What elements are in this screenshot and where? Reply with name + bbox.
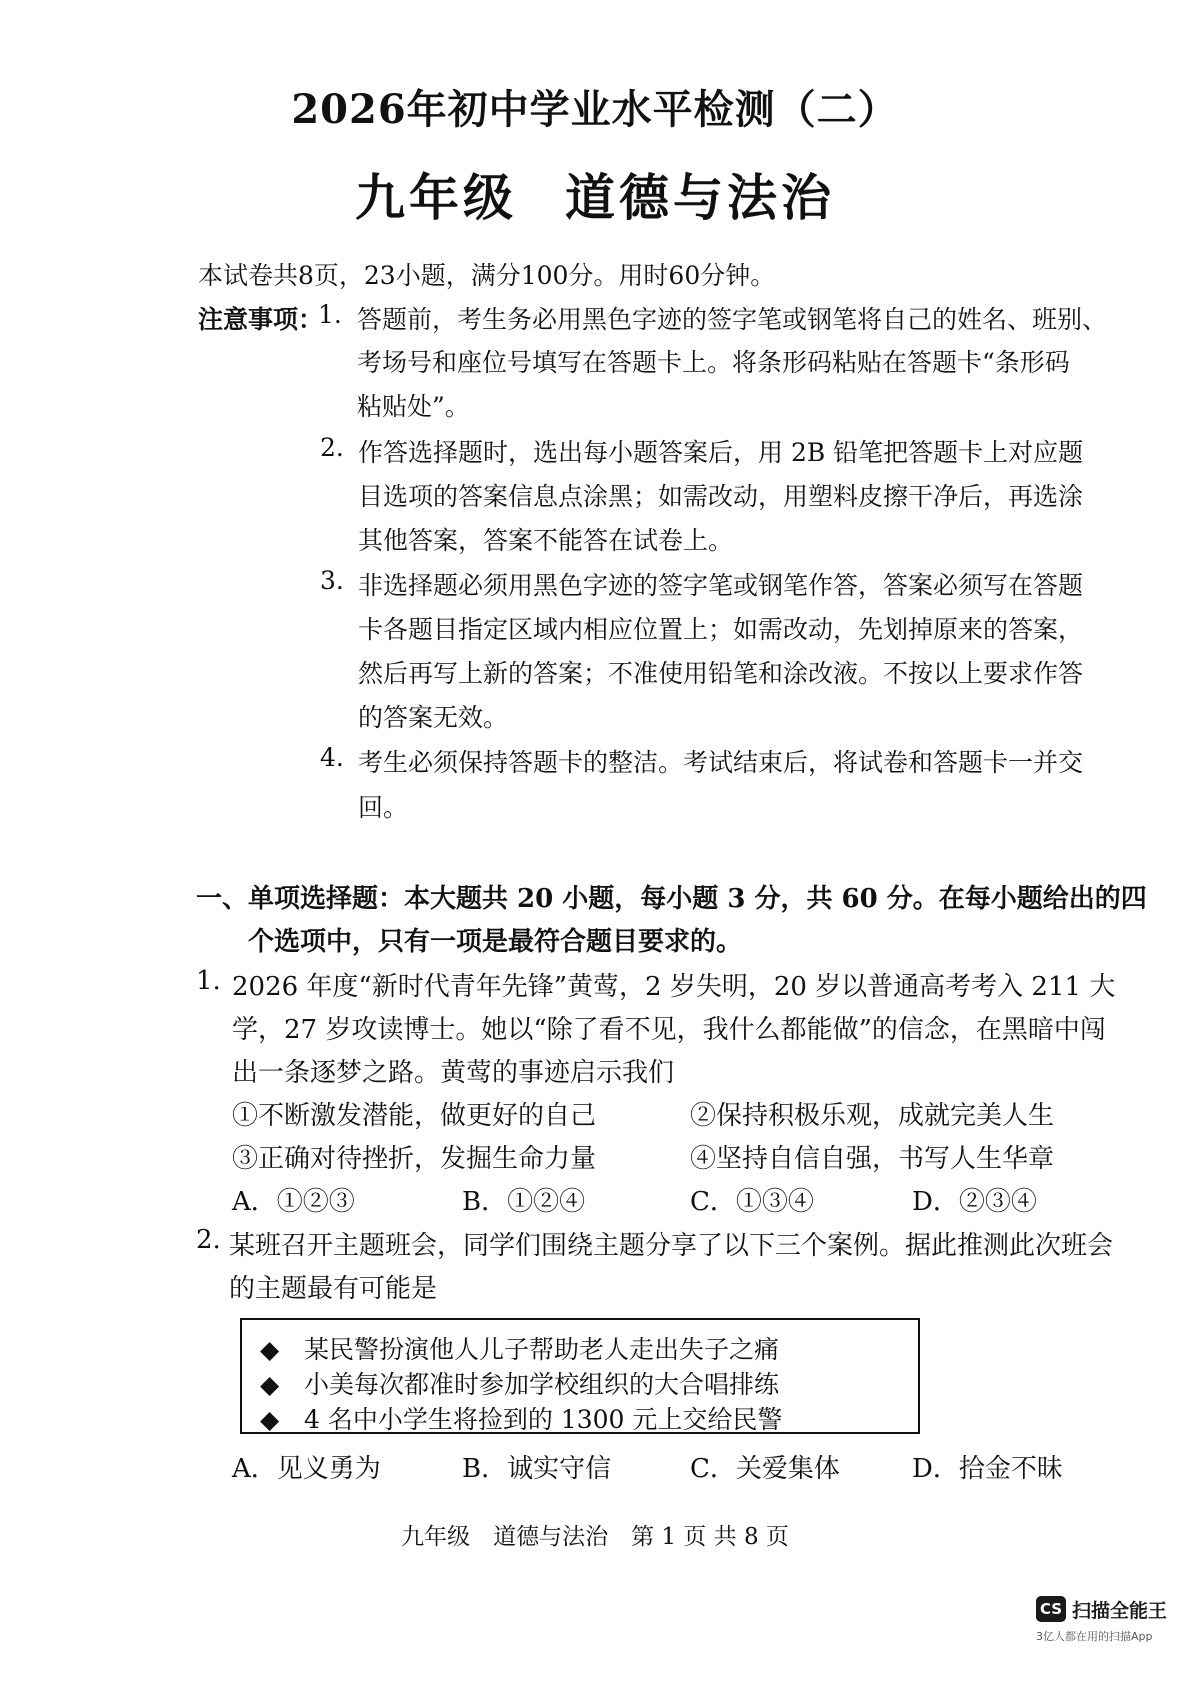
note-line: 的答案无效。 [358, 703, 509, 732]
subject-title [0, 158, 1190, 230]
statement-1: ①不断激发潜能，做更好的自己 [232, 1101, 597, 1131]
note-line: 考场号和座位号填写在答题卡上。将条形码粘贴在答题卡“条形码 [357, 348, 1070, 377]
note-line: 考生必须保持答题卡的整洁。考试结束后，将试卷和答题卡一并交 [358, 748, 1084, 777]
question-text: 的主题最有可能是 [229, 1274, 438, 1304]
note-line: 其他答案，答案不能答在试卷上。 [358, 526, 734, 555]
option-b: B．诚实守信 [462, 1454, 612, 1484]
note-line: 答题前，考生务必用黑色字迹的签字笔或钢笔将自己的姓名、班别、 [357, 305, 1108, 334]
statement-4: ④坚持自信自强，书写人生华章 [690, 1144, 1055, 1174]
note-line: 粘贴处”。 [357, 392, 470, 421]
note-line: 回。 [358, 793, 409, 822]
subject-label: 道德与法治 [565, 168, 835, 227]
option-a: A．①②③ [232, 1187, 355, 1217]
section-heading-cont: 个选项中，只有一项是最符合题目要求的。 [248, 927, 743, 957]
question-text: 学，27 岁攻读博士。她以“除了看不见，我什么都能做”的信念，在黑暗中闯 [232, 1015, 1106, 1045]
case-item [260, 1400, 782, 1436]
note-number: 3. [320, 566, 344, 595]
note-line: 目选项的答案信息点涂黑；如需改动，用塑料皮擦干净后，再选涂 [358, 482, 1084, 511]
option-c: C．关爱集体 [690, 1454, 840, 1484]
note-line: 然后再写上新的答案；不准使用铅笔和涂改液。不按以上要求作答 [358, 659, 1084, 688]
notes-label: 注意事项： [198, 305, 324, 334]
option-c: C．①③④ [690, 1187, 814, 1217]
diamond-bullet-icon: ◆ [260, 1370, 280, 1399]
case-text: 4 名中小学生将捡到的 1300 元上交给民警 [304, 1405, 783, 1434]
diamond-bullet-icon: ◆ [260, 1335, 280, 1364]
note-number: 4. [320, 743, 344, 772]
scanner-watermark [1036, 1596, 1168, 1666]
note-line: 作答选择题时，选出每小题答案后，用 2B 铅笔把答题卡上对应题 [358, 438, 1084, 467]
option-d: D．拾金不昧 [912, 1454, 1063, 1484]
scanner-app-name: 扫描全能王 [1072, 1600, 1168, 1622]
note-line: 卡各题目指定区域内相应位置上；如需改动，先划掉原来的答案， [358, 615, 1084, 644]
statement-2: ②保持积极乐观，成就完美人生 [690, 1101, 1055, 1131]
option-a: A．见义勇为 [232, 1454, 381, 1484]
note-line: 非选择题必须用黑色字迹的签字笔或钢笔作答，答案必须写在答题 [358, 571, 1084, 600]
scanner-tagline: 3亿人都在用的扫描App [1036, 1630, 1153, 1643]
grade-label: 九年级 [355, 168, 517, 227]
case-text: 小美每次都准时参加学校组织的大合唱排练 [304, 1370, 780, 1399]
option-d: D．②③④ [912, 1187, 1037, 1217]
question-text: 出一条逐梦之路。黄莺的事迹启示我们 [232, 1058, 675, 1088]
case-item [260, 1365, 779, 1401]
case-text: 某民警扮演他人儿子帮助老人走出失子之痛 [304, 1335, 780, 1364]
exam-title: 2026年初中学业水平检测（二） [291, 86, 899, 133]
question-number: 1. [196, 966, 221, 996]
scanner-logo-icon: CS [1036, 1596, 1066, 1622]
case-box [240, 1318, 920, 1434]
section-heading: 一、单项选择题：本大题共 20 小题，每小题 3 分，共 60 分。在每小题给出的四 [196, 884, 1147, 914]
question-text: 2026 年度“新时代青年先锋”黄莺，2 岁失明，20 岁以普通高考考入 211 大 [232, 972, 1116, 1002]
option-b: B．①②④ [462, 1187, 586, 1217]
exam-intro: 本试卷共8页，23小题，满分100分。用时60分钟。 [198, 261, 776, 290]
case-item [260, 1330, 779, 1366]
note-number: 2. [320, 433, 344, 462]
question-number: 2. [196, 1225, 221, 1255]
diamond-bullet-icon: ◆ [260, 1405, 280, 1434]
question-text: 某班召开主题班会，同学们围绕主题分享了以下三个案例。据此推测此次班会 [229, 1231, 1114, 1261]
statement-3: ③正确对待挫折，发掘生命力量 [232, 1144, 597, 1174]
note-number: 1. [318, 300, 342, 329]
page-footer: 九年级 道德与法治 第 1 页 共 8 页 [401, 1524, 789, 1550]
